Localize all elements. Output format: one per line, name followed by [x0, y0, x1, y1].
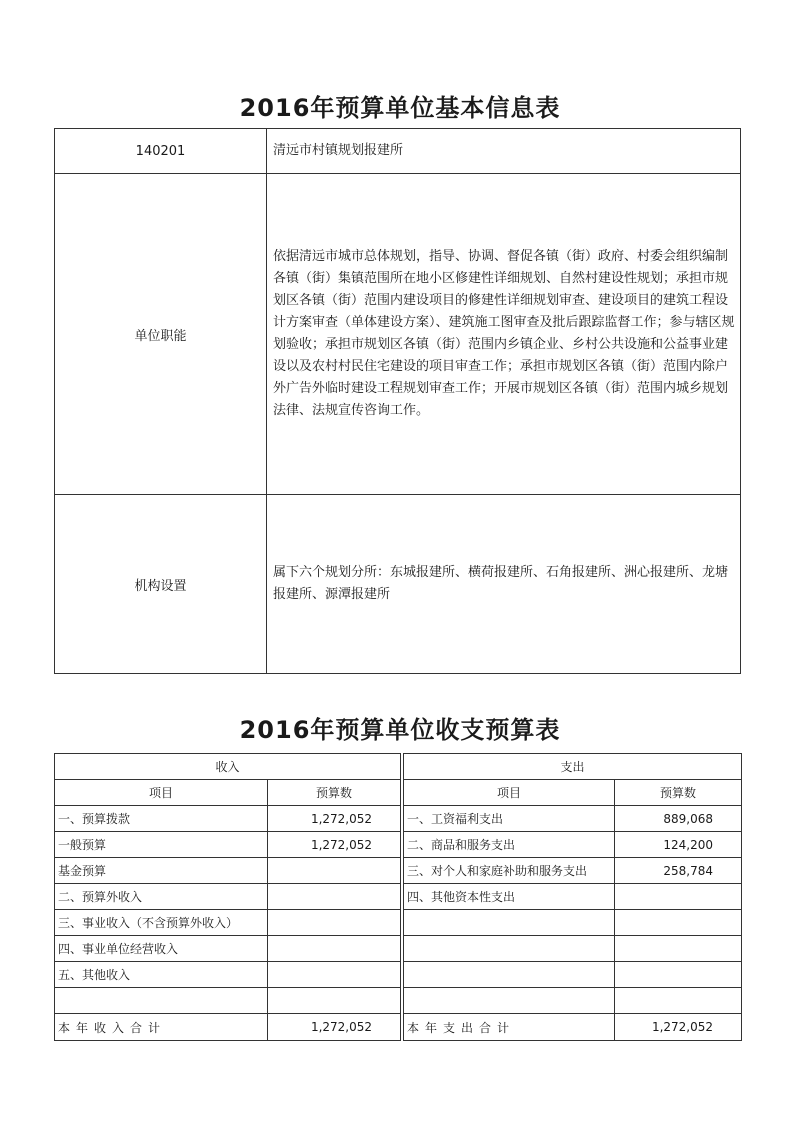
expense-item — [404, 962, 615, 988]
budget-table-title: 2016年预算单位收支预算表 — [239, 716, 561, 744]
org-row — [55, 495, 741, 674]
expense-amount — [615, 988, 742, 1014]
expense-item: 三、对个人和家庭补助和服务支出 — [404, 858, 615, 884]
expense-item: 二、商品和服务支出 — [404, 832, 615, 858]
income-item: 一、预算拨款 — [55, 806, 268, 832]
function-label: 单位职能 — [55, 174, 267, 495]
expense-amount: 124,200 — [615, 832, 742, 858]
expense-item: 一、工资福利支出 — [404, 806, 615, 832]
table-row — [55, 884, 742, 910]
table-row — [55, 988, 742, 1014]
income-header: 收入 — [55, 754, 401, 780]
expense-amount: 258,784 — [615, 858, 742, 884]
income-amount — [268, 884, 401, 910]
expense-amount — [615, 910, 742, 936]
unit-name: 清远市村镇规划报建所 — [267, 129, 741, 174]
income-amount — [268, 936, 401, 962]
income-amount-col: 预算数 — [268, 780, 401, 806]
function-text: 依据清远市城市总体规划，指导、协调、督促各镇（街）政府、村委会组织编制各镇（街）集镇范围所在地小区修建性详细规划、自然村建设性规划；承担市规划区各镇（街）范围内建设项目的修建性详细规划审查、建设项目的建筑工程设计方案审查（单体建设方案）、建筑施工图审查及批后跟踪监督工作；参与辖区规划验收；承担市规划区各镇（街）范围内乡镇企业、乡村公共设施和公益事业建设以及农村村民住宅建设的项目审查工作；承担市规划区各镇（街）范围内除户外广告外临时建设工程规划审查工作；开展市规划区各镇（街）范围内城乡规划法律、法规宣传咨询工作。 — [267, 174, 741, 495]
table-row — [55, 936, 742, 962]
table-row — [55, 962, 742, 988]
info-table-title: 2016年预算单位基本信息表 — [239, 94, 561, 122]
table-row — [55, 832, 742, 858]
expense-header: 支出 — [404, 754, 742, 780]
budget-section-header — [55, 754, 742, 780]
total-income-label: 本年收入合计 — [55, 1014, 268, 1041]
unit-row — [55, 129, 741, 174]
table-row — [55, 858, 742, 884]
budget-column-header — [55, 780, 742, 806]
budget-table — [54, 753, 742, 1041]
income-amount — [268, 962, 401, 988]
income-item: 四、事业单位经营收入 — [55, 936, 268, 962]
income-item — [55, 988, 268, 1014]
expense-item — [404, 910, 615, 936]
income-item: 二、预算外收入 — [55, 884, 268, 910]
table-row — [55, 806, 742, 832]
unit-code: 140201 — [55, 129, 267, 174]
function-row — [55, 174, 741, 495]
income-item-col: 项目 — [55, 780, 268, 806]
expense-item: 四、其他资本性支出 — [404, 884, 615, 910]
total-expense-label: 本年支出合计 — [404, 1014, 615, 1041]
income-amount: 1,272,052 — [268, 832, 401, 858]
total-expense-value: 1,272,052 — [615, 1014, 742, 1041]
income-item: 一般预算 — [55, 832, 268, 858]
expense-amount — [615, 936, 742, 962]
expense-amount: 889,068 — [615, 806, 742, 832]
expense-amount — [615, 884, 742, 910]
income-amount — [268, 988, 401, 1014]
budget-total-row — [55, 1014, 742, 1041]
org-label: 机构设置 — [55, 495, 267, 674]
org-text: 属下六个规划分所：东城报建所、横荷报建所、石角报建所、洲心报建所、龙塘报建所、源潭报建所 — [267, 495, 741, 674]
expense-amount — [615, 962, 742, 988]
income-amount: 1,272,052 — [268, 806, 401, 832]
income-item: 基金预算 — [55, 858, 268, 884]
total-income-value: 1,272,052 — [268, 1014, 401, 1041]
expense-item — [404, 936, 615, 962]
unit-info-table — [54, 128, 741, 674]
expense-item — [404, 988, 615, 1014]
expense-item-col: 项目 — [404, 780, 615, 806]
income-item: 五、其他收入 — [55, 962, 268, 988]
expense-amount-col: 预算数 — [615, 780, 742, 806]
income-amount — [268, 910, 401, 936]
income-amount — [268, 858, 401, 884]
income-item: 三、事业收入（不含预算外收入） — [55, 910, 268, 936]
table-row — [55, 910, 742, 936]
